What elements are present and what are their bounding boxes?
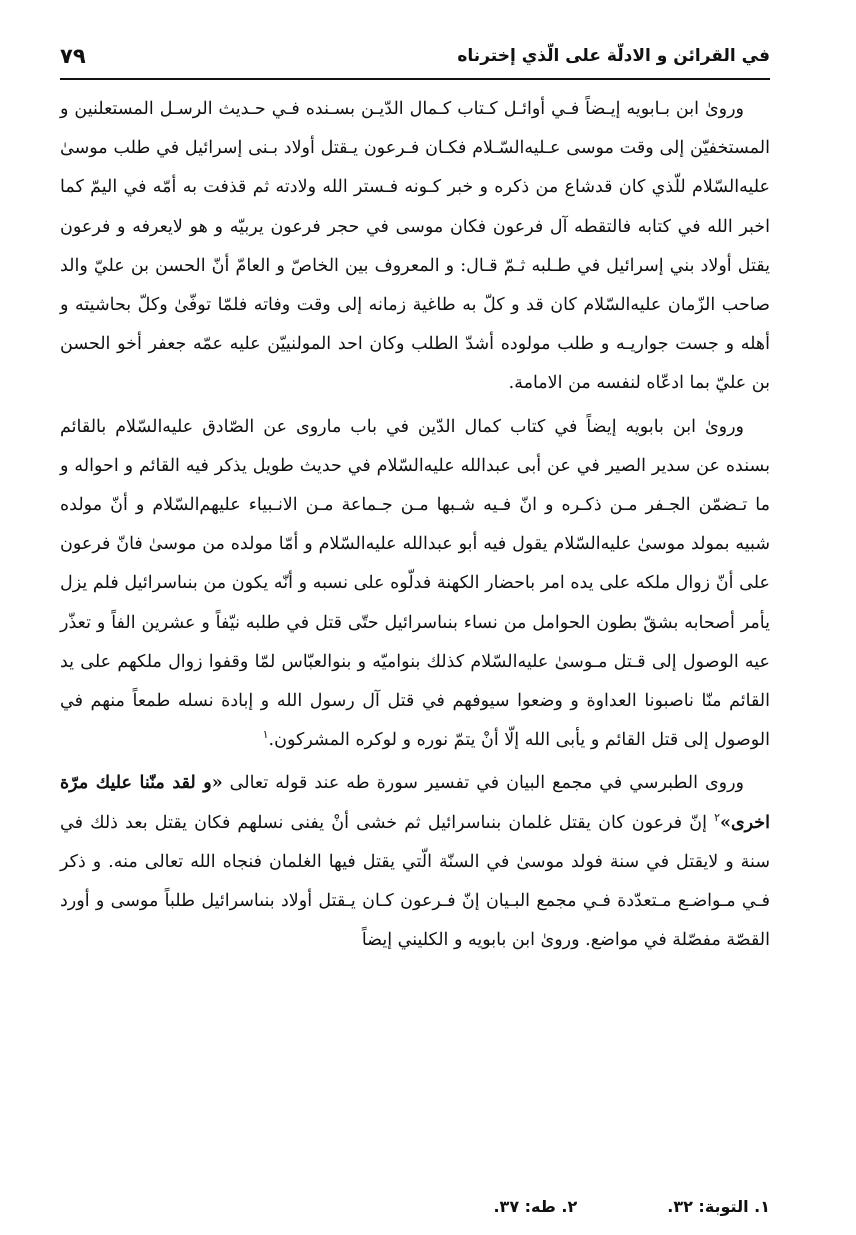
- body-text: [60, 90, 770, 960]
- footnote: ١. التوبة: ٣٢.: [667, 1196, 770, 1216]
- paragraph-text: وروىٰ ابن بـابويه إيـضاً فـي أوائـل كـتاب كـمال الدّيـن بسـنده فـي حـديث الرسـل المستعلنين و المستخفيّن إلى وقت موسى عـليه‌السّـلام فكـان فـرعون يـقتل أولاد بـنى إسرائيل في طلب موسىٰ عليه‌السّلام للّذي كان قدشاع من ذكره و خبر كـونه فـستر الله ولادته ثم قذفت به أمّه في اليمّ كما اخبر الله في كتابه فالتقطه آل فرعون فكان موسى في حجر فرعون يربيّه و هو لايعرفه و فرعون يقتل أولاد بني إسرائيل في طـلبه ثـمّ قـال: و المعروف بين الخاصّ و العامّ أنّ الحسن بن عليّ والد صاحب الزّمان عليه‌السّلام كان قد و كلّ به طاغية زمانه إلى وقت وفاته فلمّا توفّىٰ وكلّ بحاشيته و أهله و جست جواريـه و طلب مولوده أشدّ الطلب وكان احد المولنييّن عليه عمّه جعفر أخو الحسن بن عليّ بما ادعّاه لنفسه من الامامة.: [60, 99, 770, 394]
- footnote: ٢. طه: ٣٧.: [493, 1196, 578, 1216]
- footnotes: [300, 1192, 770, 1220]
- paragraph-text: وروى الطبرسي في مجمع البيان في تفسير سورة طه عند قوله تعالى: [222, 773, 745, 794]
- header-rule: [60, 78, 770, 80]
- page-number: ٧٩: [60, 44, 86, 68]
- running-title: في القرائن و الادلّة على الّذي إخترناه: [457, 46, 770, 66]
- page-header: [60, 38, 770, 74]
- paragraph-text: وروىٰ ابن بابويه إيضاً في كتاب كمال الدّين في باب ماروى عن الصّادق عليه‌السّلام بالقائم بسنده عن سدير الصير في عن أبى عبدالله عليه‌السّلام في حديث طويل يذكر فيه القائم و احواله و ما تـضمّن الجـفر مـن ذكـره و انّ فـيه شـبها مـن جـماعة مـن الانـبياء عليهم‌السّلام و أنّ مولده شبيه بمولد موسىٰ عليه‌السّلام يقول فيه أبو عبدالله عليه‌السّلام و أمّا مولده من موسىٰ فانّ فرعون على أنّ زوال ملكه على يده امر باحضار الكهنة فدلّوه على نسبه و أنّه يكون من بنىاسرائيل فلم يزل يأمر أصحابه بشقّ بطون الحوامل من نساء بنىاسرائيل حتّى قتل في طلبه نيّفاً و عشرين الفاً و تعذّر عيه الوصول إلى قـتل مـوسىٰ عليه‌السّلام كذلك بنواميّه و بنوالعبّاس لمّا وقفوا زوال ملكهم على يد القائم منّا ناصبونا العداوة و وضعوا سيوفهم في قتل آل رسول الله و إبادة نسله طمعاً منهم في الوصول إلى قتل القائم و يأبى الله إلّا أنْ يتمّ نوره و لوكره المشركون.: [60, 416, 770, 751]
- paragraph: [60, 90, 770, 404]
- paragraph: [60, 764, 770, 960]
- footnote-ref: ٢: [714, 810, 721, 824]
- paragraph: [60, 408, 770, 761]
- quran-quote: «و لقد منّنا عليك مرّة اخرى»: [60, 773, 770, 833]
- footnote-ref: ١: [262, 728, 269, 742]
- paragraph-text: إنّ فرعون كان يقتل غلمان بنىاسرائيل ثم خشى أنْ يفنى نسلهم فكان يقتل بعد ذلك في سنة و لايقتل في سنة فولد موسىٰ في السنّة الّتي يقتل فيها الغلمان فنجاه الله تعالى منه. و ذكر فـي مـواضـع مـتعدّدة فـي مجمع البـيان إنّ فـرعون كـان يـقتل أولاد بنىاسرائيل طلباً موسى و أورد القصّة مفصّلة في مواضع. وروىٰ ابن بابويه و الكليني إيضاً: [60, 812, 770, 951]
